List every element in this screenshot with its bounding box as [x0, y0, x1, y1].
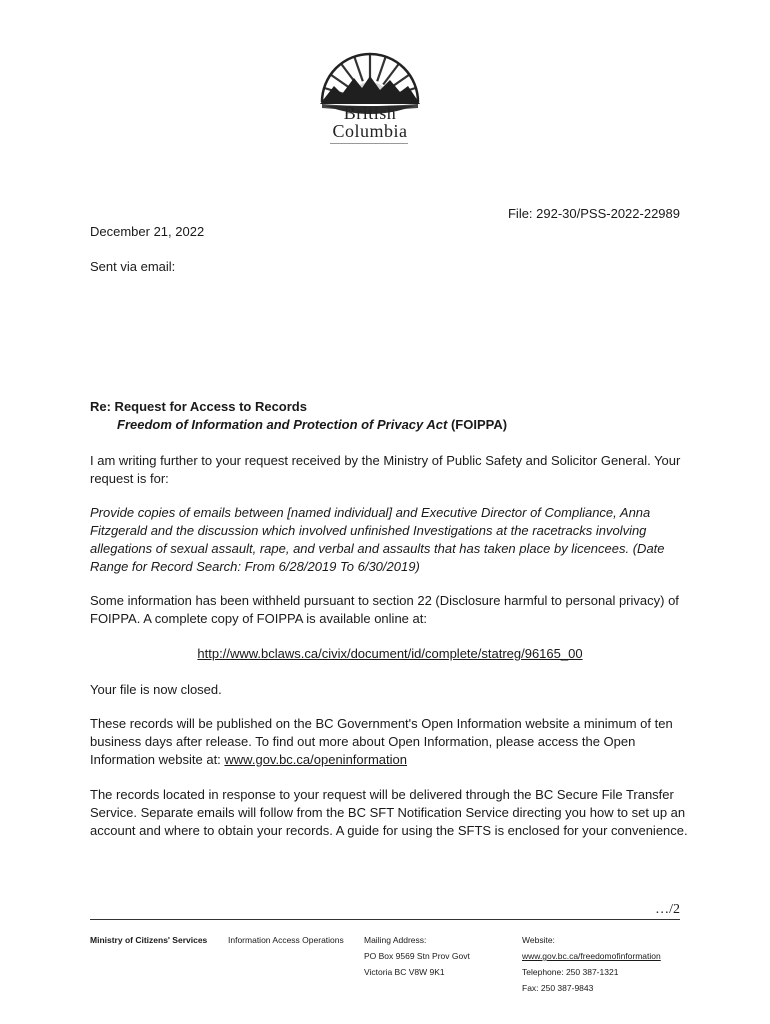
footer-branch: Information Access Operations — [228, 935, 344, 945]
logo-underline — [330, 143, 408, 144]
footer-mailing-line2: Victoria BC V8W 9K1 — [364, 967, 445, 977]
foippa-link[interactable]: http://www.bclaws.ca/civix/document/id/complete/statreg/96165_00 — [197, 646, 583, 661]
paragraph-withheld: Some information has been withheld pursuant to section 22 (Disclosure harmful to personal privacy) of FOIPPA. A complete copy of FOIPPA is available online at: — [90, 593, 679, 626]
act-name: Freedom of Information and Protection of Privacy Act — [117, 417, 448, 432]
footer-ministry: Ministry of Citizens' Services — [90, 935, 208, 945]
paragraph-intro: I am writing further to your request received by the Ministry of Public Safety and Solicitor General. Your request is for: — [90, 453, 681, 486]
paragraph-sft: The records located in response to your request will be delivered through the BC Secure File Transfer Service. Separate emails will follow from the BC SFT Notification Service directing you how to set up an account and where to obtain your records. A guide for using the SFTS is enclosed for your convenience. — [90, 787, 688, 838]
open-info-text: These records will be published on the BC Government's Open Information website a minimum of ten business days after release. To find out more about Open Information, please access the Open Information website at: — [90, 716, 673, 767]
foippa-link-row — [90, 645, 690, 663]
page-marker: …/2 — [655, 902, 680, 917]
footer-fax: Fax: 250 387-9843 — [522, 983, 594, 993]
paragraph-open-info — [90, 715, 690, 769]
footer-website-link[interactable]: www.gov.bc.ca/freedomofinformation — [522, 951, 661, 961]
footer-website-label: Website: — [522, 935, 555, 945]
file-reference: File: 292-30/PSS-2022-22989 — [507, 206, 680, 221]
paragraph-closed: Your file is now closed. — [90, 682, 222, 697]
footer-website-row — [522, 948, 661, 964]
footer-mailing-line1: PO Box 9569 Stn Prov Govt — [364, 951, 470, 961]
footer-rule — [90, 919, 680, 920]
request-text: Provide copies of emails between [named individual] and Executive Director of Compliance, Anna Fitzgerald and the discussion which involved unfinished Investigations at the racetracks involving allegations of sexual assault, rape, and verbal and assaults that has taken place by licencees. (Date Range for Record Search: From 6/28/2019 To 6/30/2019) — [90, 505, 665, 574]
open-info-link[interactable]: www.gov.bc.ca/openinformation — [224, 752, 407, 767]
footer-mailing-label: Mailing Address: — [364, 935, 427, 945]
sent-via: Sent via email: — [90, 259, 176, 274]
re-act-line — [117, 416, 687, 434]
letter-date: December 21, 2022 — [90, 224, 205, 239]
re-line: Re: Request for Access to Records — [90, 399, 307, 414]
logo-text-columbia: Columbia — [332, 121, 408, 141]
logo-text-british: British — [343, 103, 397, 123]
act-abbrev: (FOIPPA) — [447, 417, 508, 432]
footer-telephone: Telephone: 250 387-1321 — [522, 967, 619, 977]
